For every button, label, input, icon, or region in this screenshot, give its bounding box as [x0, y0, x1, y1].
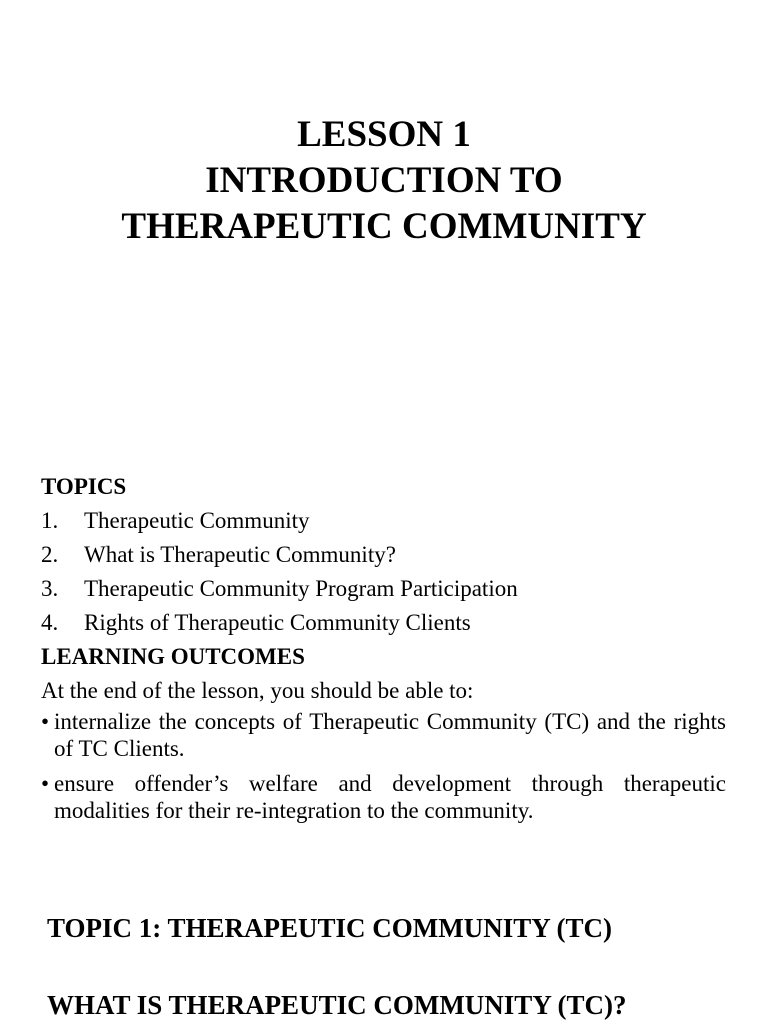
list-item: [41, 606, 726, 640]
list-item-number: 2.: [41, 542, 59, 567]
list-item: [41, 504, 726, 538]
bullet-icon: •: [41, 771, 50, 796]
list-item: [41, 572, 726, 606]
topics-and-outcomes: [41, 470, 726, 832]
list-item-text: internalize the concepts of Therapeutic Community (TC) and the rights of TC Clients.: [54, 709, 726, 761]
list-item-text: Therapeutic Community Program Participation: [84, 576, 518, 601]
learning-outcomes-intro: At the end of the lesson, you should be able to:: [41, 678, 474, 703]
list-item: [41, 538, 726, 572]
lesson-title-line-1: LESSON 1: [297, 114, 471, 155]
list-item-number: 4.: [41, 610, 59, 635]
topics-heading: TOPICS: [41, 474, 127, 499]
lesson-title: [0, 112, 768, 250]
lesson-title-line-2: INTRODUCTION TO: [205, 160, 563, 201]
learning-outcomes-heading: LEARNING OUTCOMES: [41, 644, 305, 669]
list-item-text: Rights of Therapeutic Community Clients: [84, 610, 471, 635]
list-item-text: What is Therapeutic Community?: [84, 542, 396, 567]
lesson-title-line-3: THERAPEUTIC COMMUNITY: [121, 206, 647, 247]
list-item: [41, 770, 726, 824]
list-item: [41, 708, 726, 762]
list-item-number: 3.: [41, 576, 59, 601]
list-item-number: 1.: [41, 508, 59, 533]
list-item-text: Therapeutic Community: [84, 508, 310, 533]
topic-list: [41, 504, 726, 640]
what-is-tc-heading: WHAT IS THERAPEUTIC COMMUNITY (TC)?: [47, 990, 627, 1020]
bullet-icon: •: [41, 709, 50, 734]
outcome-list: [41, 708, 726, 824]
topic-1-heading: TOPIC 1: THERAPEUTIC COMMUNITY (TC): [47, 913, 613, 943]
list-item-text: ensure offender’s welfare and development through therapeutic modalities for their re-integration to the community.: [54, 771, 726, 823]
